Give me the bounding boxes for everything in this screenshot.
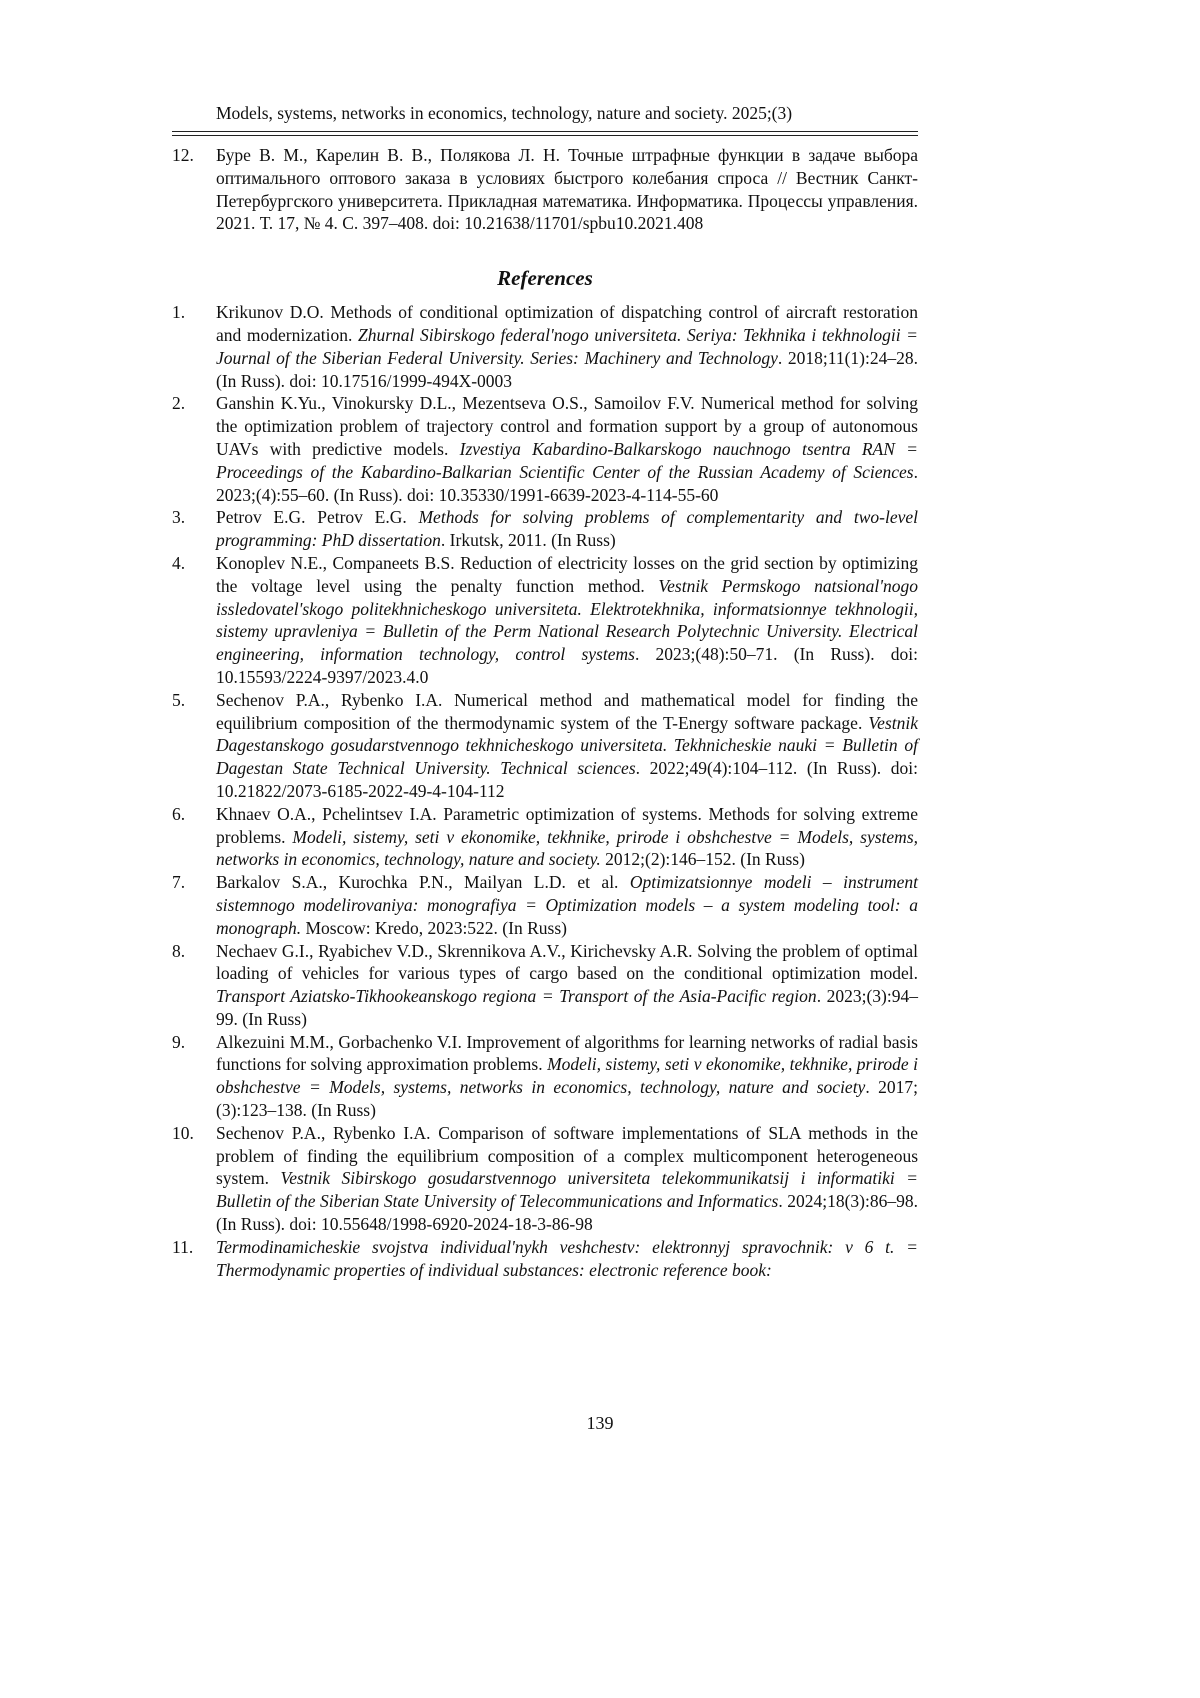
reference-number: 1.	[172, 302, 186, 323]
reference-item	[172, 1122, 918, 1236]
reference-source-title: Vestnik Sibirskogo gosudarstvennogo universiteta telekommunikatsij i informatiki = Bulletin of the Siberian State University of Telecommunications and Informatics	[216, 1168, 918, 1212]
reference-source-title: Modeli, sistemy, seti v ekonomike, tekhnike, prirode i obshchestve = Models, systems, networks in economics, technology, nature and society	[216, 1054, 919, 1098]
page-number: 139	[586, 1413, 614, 1433]
reference-source-title: Izvestiya Kabardino-Balkarskogo nauchnogo tsentra RAN = Proceedings of the Kabardino-Balkarian Scientific Center of the Russian Academy of Sciences	[216, 438, 918, 482]
reference-segment: . 2018;11(1):24–28. (In Russ). doi: 10.17516/1999-494X-0003	[216, 347, 918, 391]
running-header: Models, systems, networks in economics, technology, nature and society. 2025;(3)	[216, 103, 793, 123]
reference-text	[216, 1236, 918, 1282]
reference-segment: Sechenov P.A., Rybenko I.A. Numerical method and mathematical model for finding the equilibrium composition of the thermodynamic system of the T-Energy software package.	[216, 689, 918, 733]
reference-text	[216, 552, 918, 689]
reference-item	[172, 506, 918, 552]
reference-source-title: Transport Aziatsko-Tikhookeanskogo regiona = Transport of the Asia-Pacific region	[216, 986, 817, 1007]
reference-segment: . 2017;(3):123–138. (In Russ)	[216, 1077, 918, 1121]
reference-number: 6.	[172, 803, 186, 824]
reference-item	[172, 301, 918, 392]
reference-text	[216, 301, 918, 392]
reference-source-title: Vestnik Permskogo natsional'nogo issledovatel'skogo politekhnicheskogo universiteta. Elektrotekhnika, informatsionnye tekhnologii, sistemy upravleniya = Bulletin of the Perm National Research Polytechnic University. Electrical engineering, information technology, control systems	[216, 575, 918, 665]
russian-reference-list	[172, 144, 918, 235]
reference-segment: 2012;(2):146–152. (In Russ)	[600, 849, 805, 870]
reference-text	[216, 1031, 918, 1122]
reference-item	[172, 552, 918, 689]
reference-segment: Khnaev O.A., Pchelintsev I.A. Parametric optimization of systems. Methods for solving extreme problems.	[216, 803, 918, 847]
reference-text	[216, 1122, 918, 1236]
reference-text	[216, 871, 918, 939]
reference-source-title: Methods for solving problems of complementarity and two-level programming: PhD dissertation	[216, 507, 918, 551]
reference-segment: Krikunov D.O. Methods of conditional optimization of dispatching control of aircraft restoration and modernization.	[216, 302, 918, 345]
reference-segment: . 2023;(3):94–99. (In Russ)	[216, 986, 918, 1029]
reference-item	[172, 1031, 918, 1122]
reference-number: 11.	[172, 1236, 194, 1257]
reference-item	[172, 144, 918, 235]
reference-segment: Barkalov S.A., Kurochka P.N., Mailyan L.D. et al.	[216, 872, 630, 893]
reference-segment: Ganshin K.Yu., Vinokursky D.L., Mezentseva O.S., Samoilov F.V. Numerical method for solving the optimization problem of trajectory control and formation support by a group of autonomous UAVs with predictive models.	[216, 393, 918, 459]
reference-number: 9.	[172, 1031, 186, 1052]
reference-item	[172, 689, 918, 803]
reference-text	[216, 940, 918, 1031]
reference-segment: . 2024;18(3):86–98. (In Russ). doi: 10.55648/1998-6920-2024-18-3-86-98	[216, 1191, 918, 1235]
references-list	[172, 301, 918, 1281]
reference-source-title: Modeli, sistemy, seti v ekonomike, tekhnike, prirode i obshchestve = Models, systems, networks in economics, technology, nature and society.	[216, 826, 918, 870]
header-rule-bottom	[172, 135, 918, 136]
reference-item	[172, 392, 918, 506]
page-content	[172, 144, 918, 1281]
reference-text	[216, 689, 918, 803]
reference-item	[172, 1236, 918, 1282]
reference-number: 5.	[172, 689, 186, 710]
reference-number: 10.	[172, 1122, 194, 1143]
reference-source-title: Zhurnal Sibirskogo federal'nogo universiteta. Seriya: Tekhnika i tekhnologii = Journal of the Siberian Federal University. Series: Machinery and Technology	[216, 324, 918, 368]
reference-segment: Sechenov P.A., Rybenko I.A. Comparison of software implementations of SLA methods in the problem of finding the equilibrium composition of a complex multicomponent heterogeneous system.	[216, 1122, 918, 1189]
reference-text	[216, 506, 918, 552]
reference-text	[216, 144, 918, 235]
reference-number: 7.	[172, 872, 186, 893]
reference-number: 8.	[172, 940, 186, 961]
reference-number: 12.	[172, 145, 194, 165]
reference-source-title: Optimizatsionnye modeli – instrument sistemnogo modelirovaniya: monografiya = Optimization models – a system modeling tool: a monograph.	[216, 872, 918, 938]
header-rule-top	[172, 131, 918, 132]
reference-segment: Moscow: Kredo, 2023:522. (In Russ)	[301, 917, 567, 938]
reference-number: 4.	[172, 552, 186, 573]
reference-number: 3.	[172, 507, 186, 528]
reference-segment: . 2023;(4):55–60. (In Russ). doi: 10.35330/1991-6639-2023-4-114-55-60	[216, 461, 918, 505]
reference-segment: Konoplev N.E., Companeets B.S. Reduction of electricity losses on the grid section by optimizing the voltage level using the penalty function method.	[216, 552, 918, 596]
reference-segment: . 2022;49(4):104–112. (In Russ). doi: 10.21822/2073-6185-2022-49-4-104-112	[216, 758, 918, 801]
reference-segment: . Irkutsk, 2011. (In Russ)	[440, 530, 616, 551]
references-heading: References	[497, 266, 593, 291]
reference-segment: . 2023;(48):50–71. (In Russ). doi: 10.15593/2224-9397/2023.4.0	[216, 644, 918, 687]
reference-source-title: Termodinamicheskie svojstva individual'nykh veshchestv: elektronnyj spravochnik: v 6 t. = Thermodynamic properties of individual substances: electronic reference book:	[216, 1236, 918, 1280]
reference-segment: Alkezuini M.M., Gorbachenko V.I. Improvement of algorithms for learning networks of radial basis functions for solving approximation problems.	[216, 1031, 918, 1075]
reference-item	[172, 871, 918, 939]
reference-segment: Nechaev G.I., Ryabichev V.D., Skrennikova A.V., Kirichevsky A.R. Solving the problem of optimal loading of vehicles for various types of cargo based on the conditional optimization model.	[216, 940, 918, 984]
reference-segment: Petrov E.G. Petrov E.G.	[216, 507, 419, 528]
reference-item	[172, 803, 918, 871]
reference-text	[216, 803, 918, 871]
reference-item	[172, 940, 918, 1031]
reference-segment: Буре В. М., Карелин В. В., Полякова Л. Н. Точные штрафные функции в задаче выбора оптимального оптового заказа в условиях быстрого колебания спроса // Вестник Санкт-Петербургского университета. Прикладная математика. Информатика. Процессы управления. 2021. Т. 17, № 4. С. 397–408. doi: 10.21638/11701/spbu10.2021.408	[216, 145, 918, 234]
reference-number: 2.	[172, 393, 186, 414]
reference-source-title: Vestnik Dagestanskogo gosudarstvennogo tekhnicheskogo universiteta. Tekhnicheskie nauki = Bulletin of Dagestan State Technical University. Technical sciences	[216, 712, 918, 779]
reference-text	[216, 392, 918, 506]
